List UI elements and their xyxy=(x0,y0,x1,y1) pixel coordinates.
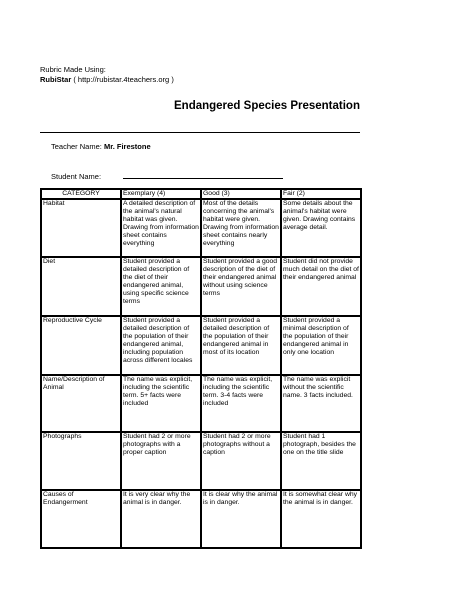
row-category: Diet xyxy=(41,257,121,316)
rubistar-url: ( http://rubistar.4teachers.org ) xyxy=(71,75,174,84)
page-title: Endangered Species Presentation xyxy=(174,100,360,112)
cell-text: It is somewhat clear why the animal is in danger. xyxy=(283,491,358,506)
column-header-category: CATEGORY xyxy=(41,189,121,199)
row-category: Habitat xyxy=(41,199,121,257)
row-category: Reproductive Cycle xyxy=(41,316,121,375)
table-cell xyxy=(121,490,201,548)
rubric-table xyxy=(40,188,362,549)
table-cell xyxy=(121,432,201,490)
cell-text: The name was explicit without the scientific name. 3 facts included. xyxy=(283,376,353,399)
column-header-good: Good (3) xyxy=(201,189,281,199)
table-cell xyxy=(201,432,281,490)
table-cell xyxy=(121,316,201,375)
table-row xyxy=(41,316,361,375)
table-cell xyxy=(121,257,201,316)
table-row xyxy=(41,490,361,548)
table-cell xyxy=(201,257,281,316)
cell-text: Student had 1 photograph, besides the one on the title slide xyxy=(283,433,356,456)
rubistar-name: RubiStar xyxy=(40,75,72,84)
cell-text: Most of the details concerning the animal's habitat were given. Drawing from information sheet contains nearly everything xyxy=(203,200,279,247)
made-using-label: Rubric Made Using: xyxy=(40,65,106,74)
table-row xyxy=(41,432,361,490)
table-cell xyxy=(201,375,281,432)
row-category: Causes of Endangerment xyxy=(41,490,121,548)
title-rule xyxy=(40,132,360,133)
teacher-line xyxy=(51,142,151,151)
cell-text: Student provided a good description of the diet of their endangered animal without using science terms xyxy=(203,258,278,297)
table-row xyxy=(41,375,361,432)
rubistar-credit xyxy=(40,75,174,85)
table-cell xyxy=(281,375,361,432)
table-cell xyxy=(281,199,361,257)
table-cell xyxy=(281,316,361,375)
cell-text: Student provided a detailed description of the diet of their endangered animal, using specific science terms xyxy=(123,258,190,305)
cell-text: It is clear why the animal is in danger. xyxy=(203,491,278,506)
cell-text: Student had 2 or more photographs with a proper caption xyxy=(123,433,191,456)
table-cell xyxy=(281,257,361,316)
table-cell xyxy=(201,316,281,375)
cell-text: The name was explicit, including the scientific term. 5+ facts were included xyxy=(123,376,193,407)
cell-text: Student did not provide much detail on the diet of their endangered animal xyxy=(283,258,359,281)
table-cell xyxy=(121,199,201,257)
row-category: Photographs xyxy=(41,432,121,490)
table-row xyxy=(41,199,361,257)
cell-text: Student provided a detailed description of the population of their endangered animal in most of its location xyxy=(203,317,270,356)
cell-text: It is very clear why the animal is in danger. xyxy=(123,491,191,506)
cell-text: Student provided a detailed description of the population of their endangered animal, including population across different locales xyxy=(123,317,193,364)
teacher-name: Mr. Firestone xyxy=(103,142,151,151)
table-cell xyxy=(281,432,361,490)
table-header-row xyxy=(41,189,361,199)
cell-text: Student had 2 or more photographs without a caption xyxy=(203,433,271,456)
row-category: Name/Description of Animal xyxy=(41,375,121,432)
cell-text: The name was explicit, including the scientific term. 3-4 facts were included xyxy=(203,376,273,407)
table-cell xyxy=(201,490,281,548)
column-header-exemplary: Exemplary (4) xyxy=(121,189,201,199)
table-row xyxy=(41,257,361,316)
teacher-label: Teacher Name: xyxy=(51,142,104,151)
cell-text: Some details about the animal's habitat were given. Drawing contains average detail. xyxy=(283,200,356,231)
column-header-fair: Fair (2) xyxy=(281,189,361,199)
cell-text: A detailed description of the animal's natural habitat was given. Drawing from information sheet contains everything xyxy=(123,200,199,247)
table-cell xyxy=(281,490,361,548)
table-cell xyxy=(201,199,281,257)
student-line xyxy=(51,172,283,181)
cell-text: Student provided a minimal description of the population of their endangered animal in only one location xyxy=(283,317,349,356)
student-label: Student Name: xyxy=(51,172,102,181)
student-name-blank xyxy=(123,172,283,179)
table-cell xyxy=(121,375,201,432)
